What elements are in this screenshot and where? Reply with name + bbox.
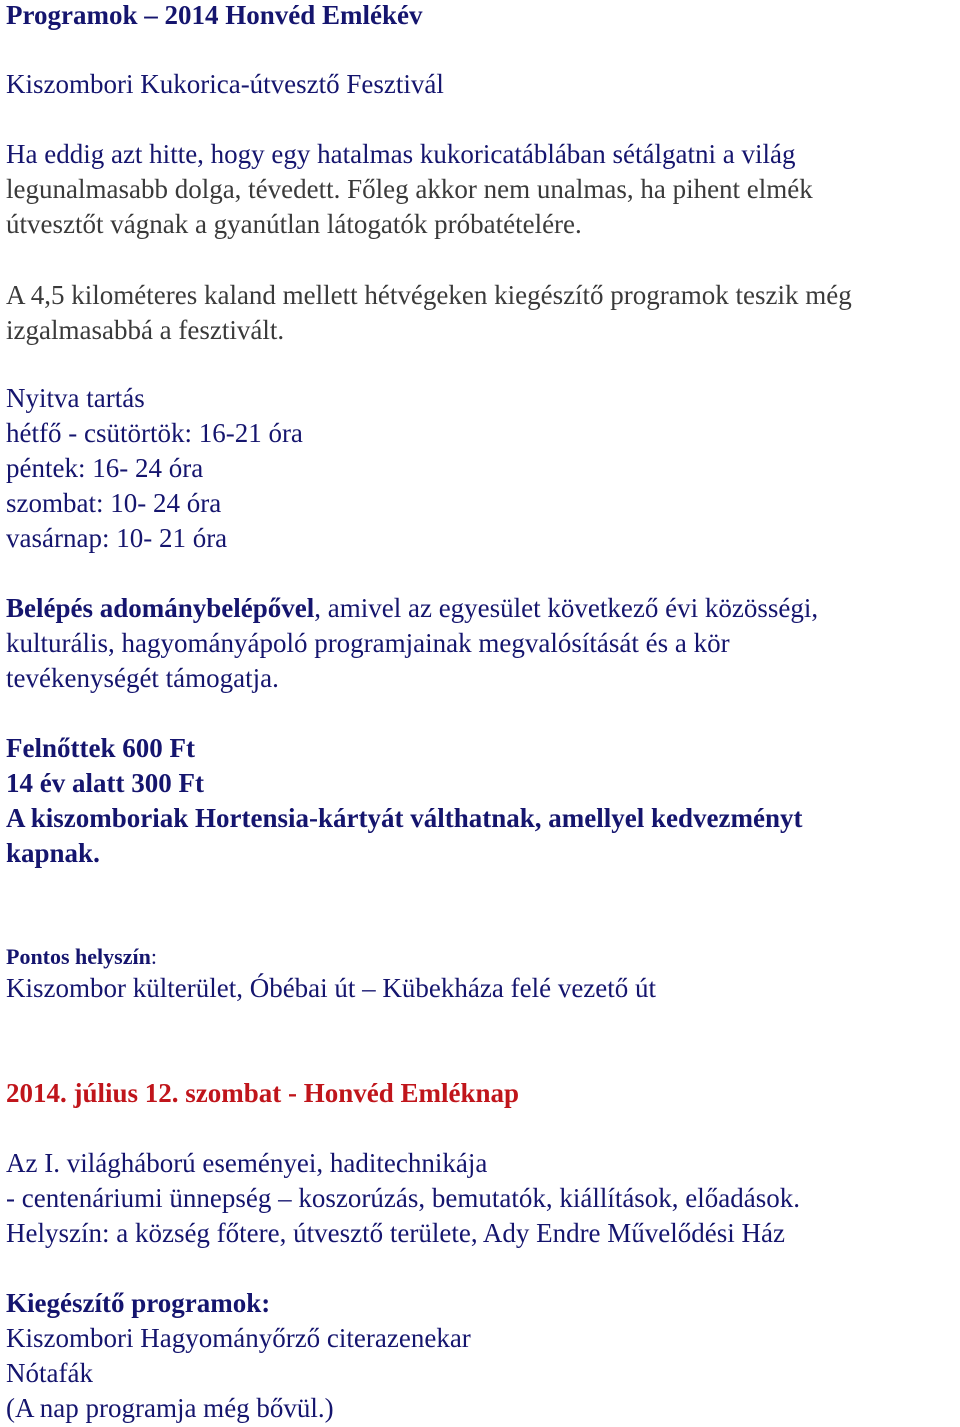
intro-line-1: Ha eddig azt hitte, hogy egy hatalmas kukoricatáblában sétálgatni a világ [6, 139, 796, 169]
price-adults: Felnőttek 600 Ft [6, 733, 195, 763]
location-label-line [6, 940, 157, 974]
event-date-title: 2014. július 12. szombat - Honvéd Emléknap [6, 1078, 520, 1108]
intro-line-3: útvesztőt vágnak a gyanútlan látogatók próbatételére. [6, 209, 582, 239]
festival-name: Kiszombori Kukorica-útvesztő Fesztivál [6, 69, 444, 99]
page-title: Programok – 2014 Honvéd Emlékév [6, 0, 423, 30]
location-label: Pontos helyszín [6, 944, 151, 969]
entry-bold-label: Belépés adománybelépővel [6, 593, 315, 623]
event-line-2: - centenáriumi ünnepség – koszorúzás, bemutatók, kiállítások, előadások. [6, 1183, 801, 1213]
opening-hours-row: hétfő - csütörtök: 16-21 óra [6, 418, 303, 448]
extra-program-item: (A nap programja még bővül.) [6, 1393, 334, 1423]
discount-note-line-2: kapnak. [6, 838, 100, 868]
opening-hours-row: szombat: 10- 24 óra [6, 488, 222, 518]
opening-hours-row: péntek: 16- 24 óra [6, 453, 204, 483]
extra-program-item: Nótafák [6, 1358, 93, 1388]
opening-hours-heading: Nyitva tartás [6, 383, 145, 413]
entry-line-2: kulturális, hagyományápoló programjainak megvalósítását és a kör [6, 628, 730, 658]
extra-program-item: Kiszombori Hagyományőrző citerazenekar [6, 1323, 471, 1353]
location-colon: : [150, 944, 157, 969]
event-line-1: Az I. világháború eseményei, haditechnikája [6, 1148, 488, 1178]
opening-hours-row: vasárnap: 10- 21 óra [6, 523, 228, 553]
entry-line-1-rest: , amivel az egyesület következő évi közösségi, [314, 593, 819, 623]
entry-line-3: tevékenységét támogatja. [6, 663, 279, 693]
discount-note-line-1: A kiszomboriak Hortensia-kártyát válthatnak, amellyel kedvezményt [6, 803, 803, 833]
location-value: Kiszombor külterület, Óbébai út – Kübekháza felé vezető út [6, 973, 657, 1003]
intro-line-2: legunalmasabb dolga, tévedett. Főleg akkor nem unalmas, ha pihent elmék [6, 174, 813, 204]
price-under-14: 14 év alatt 300 Ft [6, 768, 204, 798]
extra-programs-heading: Kiegészítő programok: [6, 1288, 271, 1318]
event-line-3: Helyszín: a község főtere, útvesztő területe, Ady Endre Művelődési Ház [6, 1218, 785, 1248]
programs-line-1: A 4,5 kilométeres kaland mellett hétvégeken kiegészítő programok teszik még [6, 280, 852, 310]
entry-line-1 [6, 591, 818, 625]
programs-line-2: izgalmasabbá a fesztivált. [6, 315, 285, 345]
